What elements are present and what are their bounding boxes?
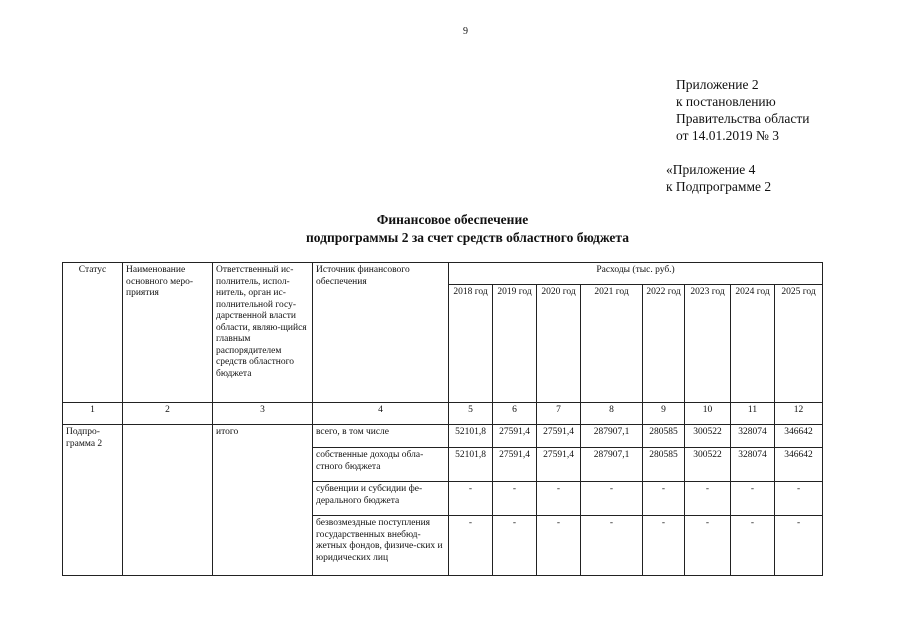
- sub-appendix-line: «Приложение 4: [666, 162, 756, 177]
- value-cell: 287907,1: [581, 425, 643, 448]
- value-cell: -: [493, 516, 537, 576]
- value-cell: -: [581, 482, 643, 516]
- value-cell: 280585: [643, 448, 685, 482]
- value-cell: 328074: [731, 425, 775, 448]
- header-expenses: Расходы (тыс. руб.): [449, 263, 823, 285]
- row-source: собственные доходы обла-стного бюджета: [313, 448, 449, 482]
- value-cell: -: [643, 482, 685, 516]
- value-cell: -: [731, 482, 775, 516]
- value-cell: -: [775, 516, 823, 576]
- value-cell: -: [731, 516, 775, 576]
- document-title-line1: Финансовое обеспечение: [376, 212, 529, 227]
- header-year: 2021 год: [581, 285, 643, 403]
- header-year: 2024 год: [731, 285, 775, 403]
- value-cell: 328074: [731, 448, 775, 482]
- value-cell: -: [493, 482, 537, 516]
- row-executor: итого: [213, 425, 313, 576]
- row-source: безвозмездные поступления государственных внебюд-жетных фондов, физиче-ских и юридических лиц: [313, 516, 449, 576]
- value-cell: 287907,1: [581, 448, 643, 482]
- value-cell: -: [537, 516, 581, 576]
- header-executor: Ответственный ис-полнитель, испол-нитель, орган ис-полнительной госу-дарственной власти области, являю-щийся главным распорядителем средств областного бюджета: [213, 263, 313, 403]
- appendix-line: от 14.01.2019 № 3: [676, 128, 779, 143]
- column-number: 9: [643, 403, 685, 425]
- value-cell: 346642: [775, 425, 823, 448]
- document-title-line2: подпрограммы 2 за счет средств областного бюджета: [306, 230, 629, 245]
- column-numbering-row: [63, 403, 823, 425]
- value-cell: 52101,8: [449, 448, 493, 482]
- header-funding-source: Источник финансового обеспечения: [313, 263, 449, 403]
- row-source: субвенции и субсидии фе-дерального бюджета: [313, 482, 449, 516]
- header-status: Статус: [63, 263, 123, 403]
- column-number: 5: [449, 403, 493, 425]
- value-cell: -: [581, 516, 643, 576]
- sub-appendix-line: к Подпрограмме 2: [666, 179, 772, 194]
- column-number: 12: [775, 403, 823, 425]
- column-number: 4: [313, 403, 449, 425]
- table-row: [63, 425, 823, 448]
- value-cell: 300522: [685, 448, 731, 482]
- row-status: Подпро-грамма 2: [63, 425, 123, 576]
- column-number: 3: [213, 403, 313, 425]
- column-number: 8: [581, 403, 643, 425]
- value-cell: -: [643, 516, 685, 576]
- column-number: 2: [123, 403, 213, 425]
- appendix-line: Правительства области: [676, 111, 810, 126]
- appendix-line: к постановлению: [676, 94, 776, 109]
- header-year: 2022 год: [643, 285, 685, 403]
- header-year: 2018 год: [449, 285, 493, 403]
- row-activity-name: [123, 425, 213, 576]
- appendix-block: [676, 76, 809, 144]
- value-cell: 280585: [643, 425, 685, 448]
- column-number: 6: [493, 403, 537, 425]
- page-number: 9: [463, 26, 468, 37]
- value-cell: 52101,8: [449, 425, 493, 448]
- column-number: 11: [731, 403, 775, 425]
- value-cell: 27591,4: [493, 448, 537, 482]
- value-cell: -: [449, 482, 493, 516]
- appendix-line: Приложение 2: [676, 77, 759, 92]
- sub-appendix-block: [666, 161, 771, 195]
- value-cell: 27591,4: [537, 425, 581, 448]
- column-number: 10: [685, 403, 731, 425]
- value-cell: 27591,4: [537, 448, 581, 482]
- value-cell: 27591,4: [493, 425, 537, 448]
- financing-table: [62, 262, 823, 576]
- header-activity-name: Наименование основного меро-приятия: [123, 263, 213, 403]
- value-cell: -: [685, 516, 731, 576]
- header-year: 2023 год: [685, 285, 731, 403]
- row-source: всего, в том числе: [313, 425, 449, 448]
- value-cell: -: [537, 482, 581, 516]
- value-cell: 346642: [775, 448, 823, 482]
- value-cell: -: [685, 482, 731, 516]
- header-year: 2019 год: [493, 285, 537, 403]
- value-cell: 300522: [685, 425, 731, 448]
- column-number: 1: [63, 403, 123, 425]
- value-cell: -: [449, 516, 493, 576]
- column-number: 7: [537, 403, 581, 425]
- header-year: 2025 год: [775, 285, 823, 403]
- value-cell: -: [775, 482, 823, 516]
- header-year: 2020 год: [537, 285, 581, 403]
